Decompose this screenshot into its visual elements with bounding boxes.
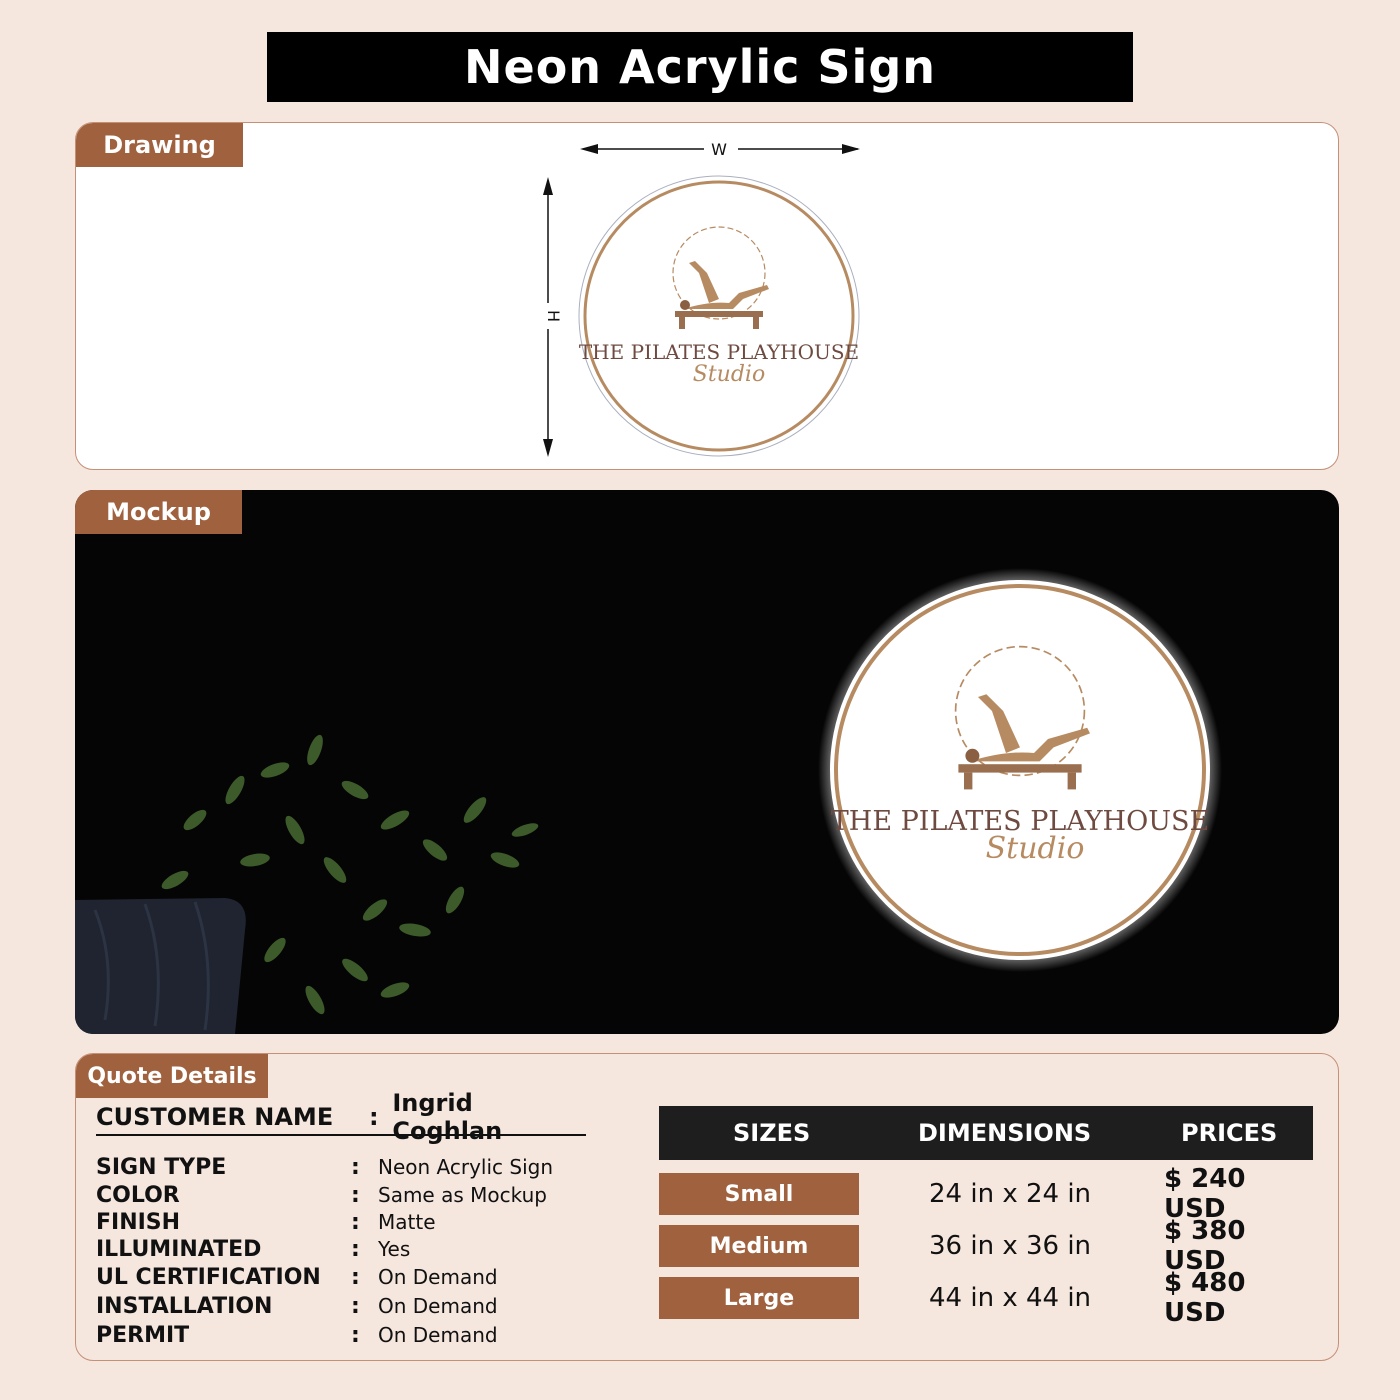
spec-colon: :	[351, 1154, 360, 1180]
spec-value: On Demand	[378, 1323, 498, 1347]
spec-colon: :	[351, 1293, 360, 1319]
spec-row	[96, 1182, 547, 1208]
spec-label: FINISH	[96, 1209, 181, 1235]
size-price: $ 380 USD	[1164, 1216, 1246, 1276]
size-price: $ 480 USD	[1164, 1268, 1246, 1328]
spec-value: Same as Mockup	[378, 1183, 547, 1207]
spec-colon: :	[351, 1209, 360, 1235]
drawing-tab: Drawing	[76, 123, 243, 167]
spec-value: Neon Acrylic Sign	[378, 1155, 554, 1179]
spec-label: ILLUMINATED	[96, 1236, 262, 1262]
drawing-logo-text: THE PILATES PLAYHOUSE	[578, 340, 860, 364]
customer-colon: :	[368, 1103, 379, 1131]
spec-row	[96, 1209, 436, 1235]
spec-value: Yes	[378, 1237, 411, 1261]
quote-panel	[75, 1053, 1339, 1361]
header-dimensions: DIMENSIONS	[918, 1119, 1092, 1147]
size-dimensions: 24 in x 24 in	[929, 1179, 1092, 1209]
spec-label: SIGN TYPE	[96, 1154, 227, 1180]
size-price: $ 240 USD	[1164, 1164, 1246, 1224]
mockup-tab: Mockup	[75, 490, 242, 534]
drawing-panel	[75, 122, 1339, 470]
spec-label: UL CERTIFICATION	[96, 1264, 321, 1290]
drawing-svg	[76, 123, 1339, 470]
size-large-button[interactable]: Large	[659, 1277, 859, 1319]
size-medium-button[interactable]: Medium	[659, 1225, 859, 1267]
height-label: H	[544, 309, 563, 323]
size-row-medium	[659, 1216, 1313, 1276]
mockup-svg	[75, 490, 1339, 1034]
spec-colon: :	[351, 1264, 360, 1290]
spec-row	[96, 1293, 498, 1319]
spec-colon: :	[351, 1182, 360, 1208]
customer-row	[96, 1089, 586, 1145]
size-small-button[interactable]: Small	[659, 1173, 859, 1215]
customer-label: CUSTOMER NAME	[96, 1103, 334, 1131]
width-label: W	[711, 140, 727, 159]
spec-colon: :	[351, 1322, 360, 1348]
spec-row	[96, 1264, 498, 1290]
size-dimensions: 36 in x 36 in	[929, 1231, 1092, 1261]
size-row-large	[659, 1268, 1313, 1328]
header-sizes: SIZES	[733, 1119, 811, 1147]
mockup-logo-text: THE PILATES PLAYHOUSE	[830, 806, 1210, 837]
mockup-panel	[75, 490, 1339, 1034]
spec-row	[96, 1322, 498, 1348]
spec-label: INSTALLATION	[96, 1293, 273, 1319]
spec-value: Matte	[378, 1210, 436, 1234]
size-row-small	[659, 1164, 1313, 1224]
spec-value: On Demand	[378, 1265, 498, 1289]
size-dimensions: 44 in x 44 in	[929, 1283, 1092, 1313]
page-title: Neon Acrylic Sign	[267, 32, 1133, 102]
header-prices: PRICES	[1181, 1119, 1278, 1147]
chair-decoration	[75, 898, 246, 1034]
spec-row	[96, 1236, 410, 1262]
sizes-table-header	[659, 1106, 1313, 1160]
spec-colon: :	[351, 1236, 360, 1262]
quote-tab: Quote Details	[76, 1054, 268, 1098]
spec-label: COLOR	[96, 1182, 180, 1208]
mockup-logo-script: Studio	[985, 831, 1085, 866]
customer-name: Ingrid Coghlan	[392, 1089, 503, 1145]
spec-row	[96, 1154, 553, 1180]
drawing-logo-script: Studio	[692, 362, 766, 387]
spec-label: PERMIT	[96, 1322, 190, 1348]
spec-value: On Demand	[378, 1294, 498, 1318]
